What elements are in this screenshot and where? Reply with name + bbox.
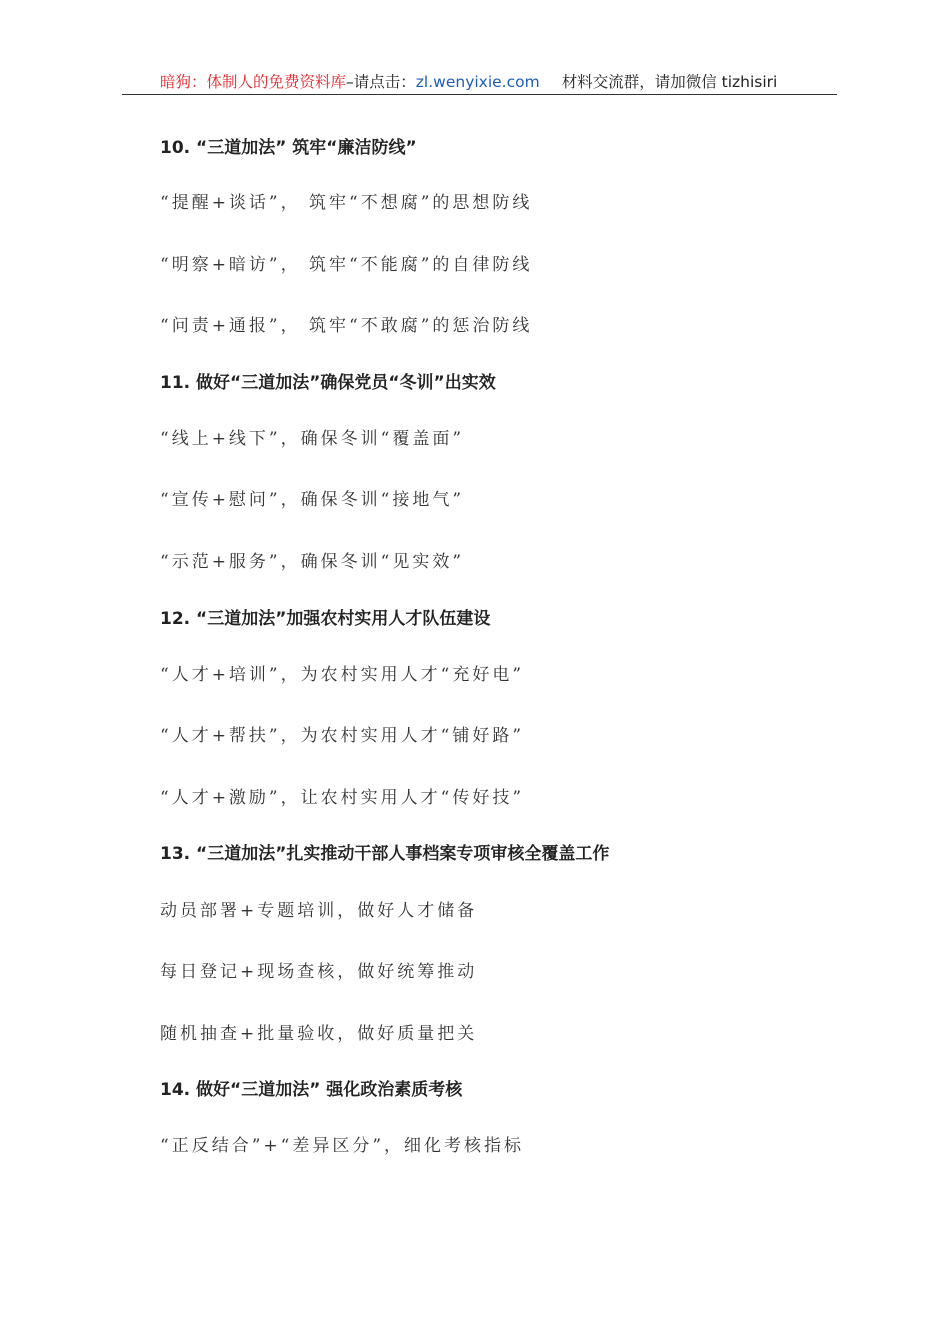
- section-heading: 14. 做好“三道加法” 强化政治素质考核: [160, 1080, 463, 1100]
- section-heading: 13. “三道加法”扎实推动干部人事档案专项审核全覆盖工作: [160, 844, 610, 864]
- header-brand: 暗狗：体制人的免费资料库: [160, 73, 347, 91]
- section-heading: 12. “三道加法”加强农村实用人才队伍建设: [160, 609, 491, 629]
- section-heading: 11. 做好“三道加法”确保党员“冬训”出实效: [160, 373, 496, 393]
- section-item: “正反结合”+“差异区分”，细化考核指标: [160, 1136, 525, 1156]
- section-item: “宣传+慰问”，确保冬训“接地气”: [160, 490, 465, 510]
- section-item: 动员部署+专题培训，做好人才储备: [160, 901, 478, 921]
- section-item: “人才+帮扶”，为农村实用人才“铺好路”: [160, 726, 525, 746]
- page-header: [122, 64, 837, 95]
- header-prompt: –请点击：: [346, 73, 416, 91]
- section-item: “问责+通报”， 筑牢“不敢腐”的惩治防线: [160, 316, 533, 336]
- section-item: 随机抽查+批量验收，做好质量把关: [160, 1024, 478, 1044]
- section-heading: 10. “三道加法” 筑牢“廉洁防线”: [160, 138, 417, 158]
- section-item: “人才+激励”，让农村实用人才“传好技”: [160, 788, 525, 808]
- header-link[interactable]: zl.wenyixie.com: [415, 73, 540, 91]
- section-item: “人才+培训”，为农村实用人才“充好电”: [160, 665, 525, 685]
- section-item: 每日登记+现场查核，做好统筹推动: [160, 962, 478, 982]
- section-item: “明察+暗访”， 筑牢“不能腐”的自律防线: [160, 255, 533, 275]
- section-item: “提醒+谈话”， 筑牢“不想腐”的思想防线: [160, 193, 533, 213]
- header-text: [160, 70, 777, 92]
- section-item: “线上+线下”，确保冬训“覆盖面”: [160, 429, 465, 449]
- header-contact: 材料交流群，请加微信 tizhisiri: [561, 73, 778, 91]
- section-item: “示范+服务”，确保冬训“见实效”: [160, 552, 465, 572]
